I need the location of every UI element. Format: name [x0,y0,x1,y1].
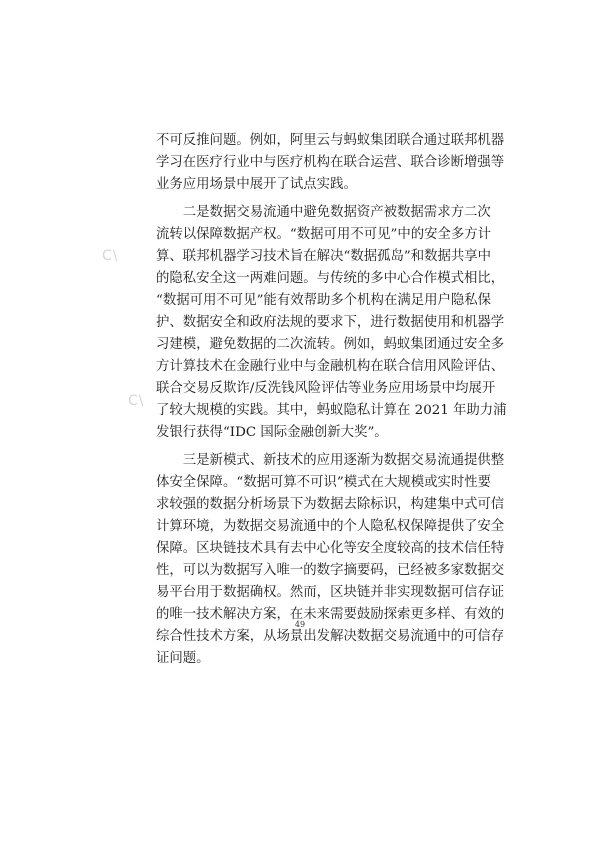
paragraph-2 [156,202,507,444]
text-line: 流转以保障数据产权。“数据可用不可见”中的安全多方计 [156,227,492,242]
text-line: 习建模，避免数据的二次流转。例如，蚂蚁集团通过安全多 [156,337,505,352]
text-line: 方计算技术在金融行业中与金融机构在联合信用风险评估、 [156,359,505,374]
text-line: 体安全保障。“数据可算不可识”模式在大规模或实时性要 [156,475,492,490]
text-line: “数据可用不可见”能有效帮助多个机构在满足用户隐私保 [156,293,492,308]
text-line: 业务应用场景中展开了试点实践。 [156,177,357,192]
text-line: 二是数据交易流通中避免数据资产被数据需求方二次 [156,205,491,220]
text-line: 性，可以为数据写入唯一的数字摘要码，已经被多家数据交 [156,563,505,578]
paragraph-3 [156,450,505,670]
text-line: 了较大规模的实践。其中，蚂蚁隐私计算在 2021 年助力浦 [156,403,507,418]
paragraph-1 [156,130,505,196]
text-line: 发银行获得“IDC 国际金融创新大奖”。 [156,425,388,440]
text-line: 证问题。 [156,651,210,666]
watermark-mark: C\ [128,393,145,409]
watermark-mark: C\ [102,248,119,264]
text-line: 不可反推问题。例如，阿里云与蚂蚁集团联合通过联邦机器 [156,133,505,148]
text-line: 算、联邦机器学习技术旨在解决“数据孤岛”和数据共享中 [156,249,492,264]
text-line: 护、数据安全和政府法规的要求下，进行数据使用和机器学 [156,315,505,330]
text-line: 计算环境，为数据交易流通中的个人隐私权保障提供了安全 [156,519,505,534]
text-line: 学习在医疗行业中与医疗机构在联合运营、联合诊断增强等 [156,155,505,170]
text-line: 的隐私安全这一两难问题。与传统的多中心合作模式相比， [156,271,505,286]
text-line: 三是新模式、新技术的应用逐渐为数据交易流通提供整 [156,453,505,468]
text-line: 联合交易反欺诈/反洗钱风险评估等业务应用场景中均展开 [156,381,496,396]
text-line: 保障。区块链技术具有去中心化等安全度较高的技术信任特 [156,541,505,556]
body-text [156,130,507,670]
text-line: 的唯一技术解决方案，在未来需要鼓励探索更多样、有效的 [156,607,505,622]
text-line: 综合性技术方案，从场景出发解决数据交易流通中的可信存 [156,629,505,644]
text-line: 易平台用于数据确权。然而，区块链并非实现数据可信存证 [156,585,505,600]
text-line: 求较强的数据分析场景下为数据去除标识，构建集中式可信 [156,497,505,512]
page-number: 49 [294,620,306,629]
